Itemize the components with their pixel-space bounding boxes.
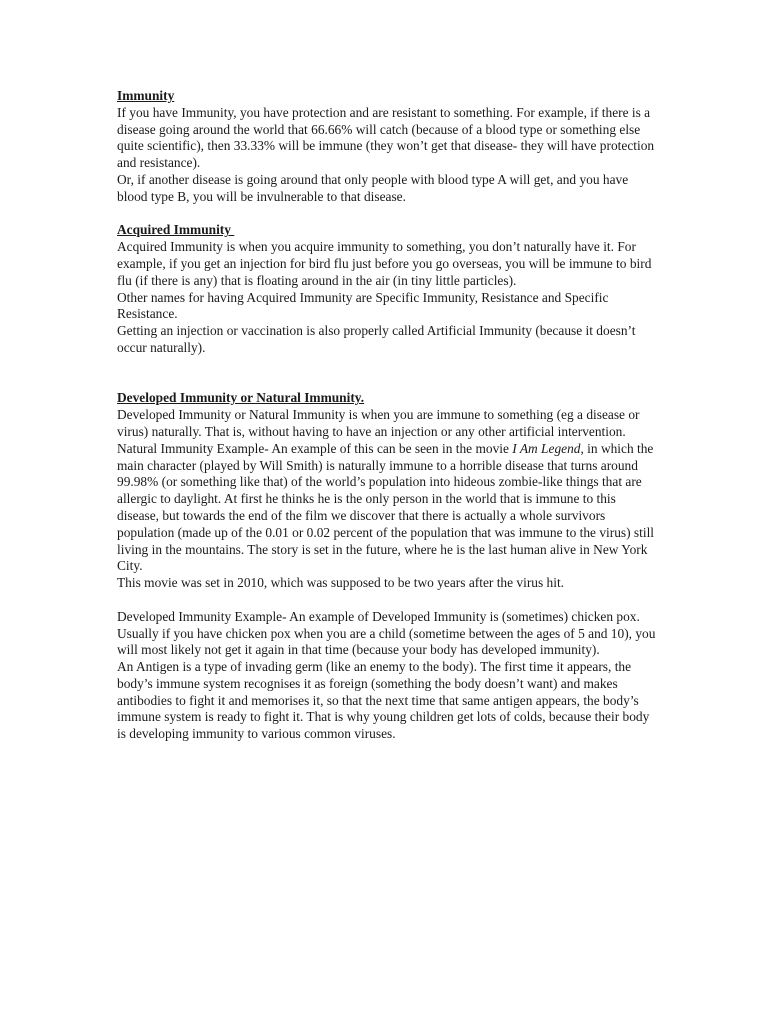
p2-before-text: Natural Immunity Example- An example of this can be seen in the movie [117, 440, 513, 456]
document-page [117, 88, 657, 743]
p2-after-text: , in which the main character (played by Will Smith) is naturally immune to a horrible disease that turns around 99.98% (or something like that) of the world’s population into hideous zombie-like things that are allergic to daylight. At first he thinks he is the only person in the world that is immune to this disease, but towards the end of the film we discover that there is actually a whole survivors population (made up of the 0.01 or 0.02 percent of the population that was immune to the virus) still living in the mountains. The story is set in the future, where he is the last human alive in New York City. [117, 440, 655, 574]
acquired-paragraph-2: Other names for having Acquired Immunity are Specific Immunity, Resistance and Specific Resistance. [117, 289, 609, 322]
spacer [117, 357, 657, 391]
developed-paragraph-1: Developed Immunity or Natural Immunity is when you are immune to something (eg a disease or virus) naturally. That is, without having to have an injection or any other artificial intervention. [117, 407, 640, 439]
immunity-paragraph-2: Or, if another disease is going around that only people with blood type A will get, and you have blood type B, you will be invulnerable to that disease. [117, 171, 629, 204]
heading-developed-immunity: Developed Immunity or Natural Immunity. [117, 390, 365, 406]
developed-paragraph-3: This movie was set in 2010, which was supposed to be two years after the virus hit. [117, 575, 565, 591]
acquired-paragraph-3: Getting an injection or vaccination is also properly called Artificial Immunity (because it doesn’t occur naturally). [117, 323, 636, 355]
heading-immunity: Immunity [117, 88, 175, 103]
acquired-paragraph-1: Acquired Immunity is when you acquire immunity to something, you don’t naturally have it. For example, if you get an injection for bird flu just before you go overseas, you will be immune to bird flu (if there is any) that is floating around in the air (in tiny little particles). [117, 239, 652, 288]
developed-paragraph-4: Developed Immunity Example- An example of Developed Immunity is (sometimes) chicken pox. Usually if you have chicken pox when you are a child (sometime between the ages of 5 and 10), you will most likely not get it again in that time (because your body has developed immunity). [117, 608, 656, 658]
heading-acquired-immunity: Acquired Immunity [117, 222, 235, 238]
immunity-paragraph-1: If you have Immunity, you have protection and are resistant to something. For example, if there is a disease going around the world that 66.66% will catch (because of a blood type or something else quite scientific), then 33.33% will be immune (they won’t get that disease- they will have protection and resistance). [117, 104, 655, 171]
developed-paragraph-5: An Antigen is a type of invading germ (like an enemy to the body). The first time it appears, the body’s immune system recognises it as foreign (something the body doesn’t want) and makes antibodies to fight it and memorises it, so that the next time that same antigen appears, the body’s immune system is ready to fight it. That is why young children get lots of colds, because their body is developing immunity to various common viruses. [117, 659, 650, 742]
movie-title: I Am Legend [512, 440, 581, 456]
spacer [117, 206, 657, 223]
spacer [117, 592, 657, 609]
developed-paragraph-2 [117, 441, 657, 575]
